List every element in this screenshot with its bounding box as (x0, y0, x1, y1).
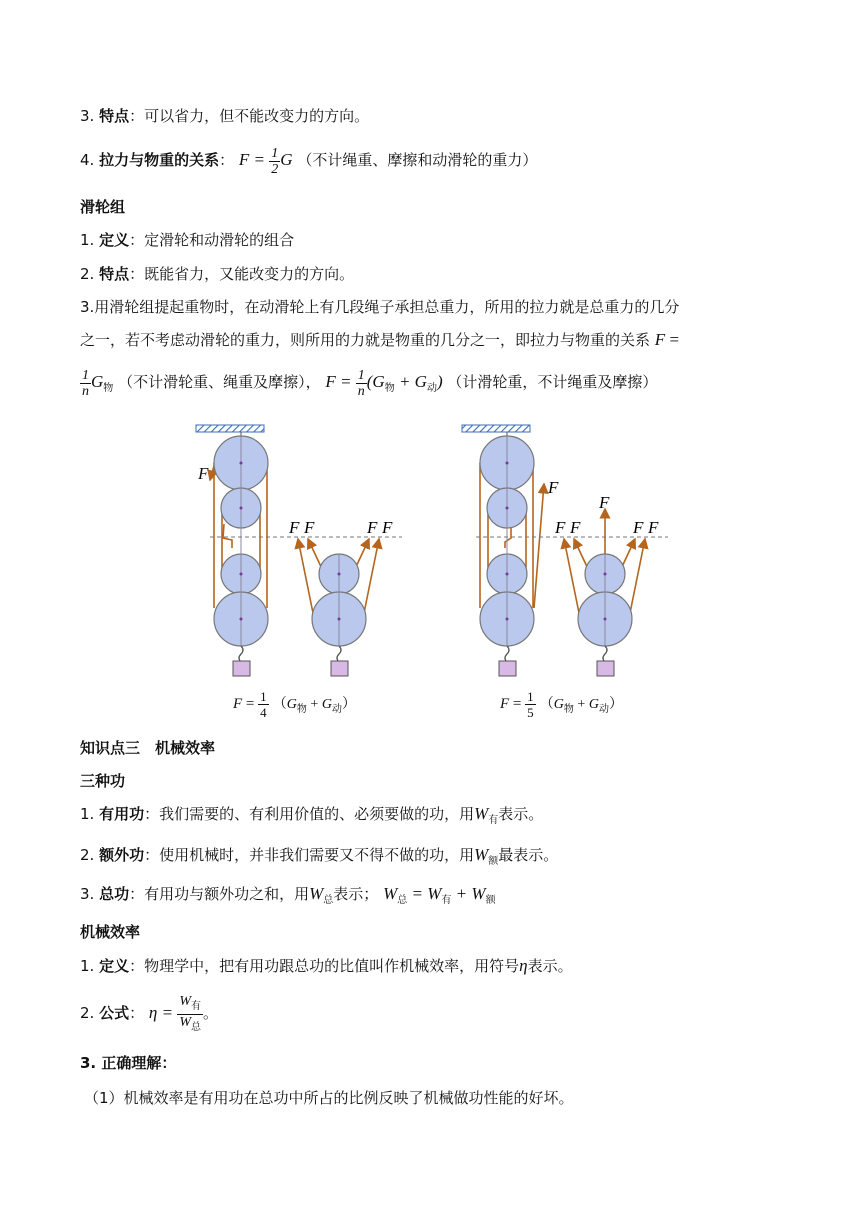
svg-text:F: F (599, 493, 610, 512)
line-efficiency-definition: 1. 定义：物理学中，把有用功跟总功的比值叫作机械效率，用符号η表示。 (80, 956, 573, 975)
pulley-group-diagram (180, 420, 700, 726)
caption-left: F = $\frac{1}{4}$ $(G_物 + G_动)$ (233, 689, 356, 720)
svg-text:F: F (555, 518, 566, 537)
svg-text:F: F (633, 518, 644, 537)
line-pulley-group-formulas: $\frac{1}{n}$ $G_物$ （不计滑轮重、绳重及摩擦）， F = $\frac{1}{n}$ $(G_物 + G_动)$ （计滑轮重，不计绳重及摩擦） (82, 367, 658, 399)
formula-f-1n-g-sum: F = $\frac{1}{n}$ $(G_物 + G_动)$ (325, 367, 443, 399)
svg-text:F: F (648, 518, 659, 537)
line-useful-work: 1. 有用功：我们需要的、有利用价值的、必须要做的功，用$W_有$表示。 (80, 804, 544, 826)
line-movable-feature: 3. 特点：可以省力，但不能改变力的方向。 (80, 107, 370, 125)
label-feature: 特点 (99, 107, 130, 125)
right-free-body (554, 493, 659, 676)
svg-text:F: F (382, 518, 393, 537)
formula-f-half-g: F = $\frac{1}{2}$ G (238, 145, 293, 177)
svg-text:F: F (548, 478, 559, 497)
line-pulley-group-feature: 2. 特点：既能省力，又能改变力的方向。 (80, 265, 355, 283)
svg-text:F: F (304, 518, 315, 537)
right-pulley-setup (462, 425, 559, 676)
heading-efficiency: 机械效率 (80, 923, 141, 941)
svg-text:F: F (289, 518, 300, 537)
heading-three-works: 三种功 (80, 772, 126, 790)
left-pulley-setup (196, 425, 268, 676)
weight-block (233, 661, 250, 676)
heading-pulley-group: 滑轮组 (80, 198, 126, 216)
line-understanding-1: （1）机械效率是有用功在总功中所占的比例反映了机械做功性能的好坏。 (84, 1089, 574, 1107)
line-pulley-group-rule-2: 之一，若不考虑动滑轮的重力，则所用的力就是物重的几分之一，即拉力与物重的关系 F = (80, 330, 680, 349)
svg-text:F: F (367, 518, 378, 537)
line-force-weight-relation: 4. 拉力与物重的关系： F = $\frac{1}{2}$ G （不计绳重、摩擦和动滑轮的重力） (80, 145, 538, 177)
line-pulley-group-rule-1: 3.用滑轮组提起重物时，在动滑轮上有几段绳子承担总重力，所用的拉力就是总重力的几分 (80, 298, 680, 316)
svg-text:F: F (570, 518, 581, 537)
line-efficiency-formula: 2. 公式： η = $\frac{W_有}{W_总}$ 。 (80, 993, 219, 1033)
heading-knowledge-3: 知识点三 机械效率 (80, 739, 216, 757)
formula-total-work: $W_总 = W_有 + W_额$ (383, 884, 496, 906)
line-extra-work: 2. 额外功：使用机械时，并非我们需要又不得不做的功，用$W_额$最表示。 (80, 845, 559, 867)
force-label: F (198, 464, 209, 483)
caption-right: F = $\frac{1}{5}$ $(G_物 + G_动)$ (500, 689, 623, 720)
formula-f-1n-g: $\frac{1}{n}$ $G_物$ (82, 367, 114, 399)
left-free-body (288, 518, 393, 676)
formula-efficiency: η = $\frac{W_有}{W_总}$ (148, 993, 201, 1033)
heading-correct-understanding: 3. 正确理解： (80, 1054, 177, 1072)
line-pulley-group-definition: 1. 定义：定滑轮和动滑轮的组合 (80, 231, 295, 249)
line-total-work: 3. 总功：有用功与额外功之和，用$W_总$表示； $W_总 = W_有 + W_额$ (80, 884, 496, 906)
